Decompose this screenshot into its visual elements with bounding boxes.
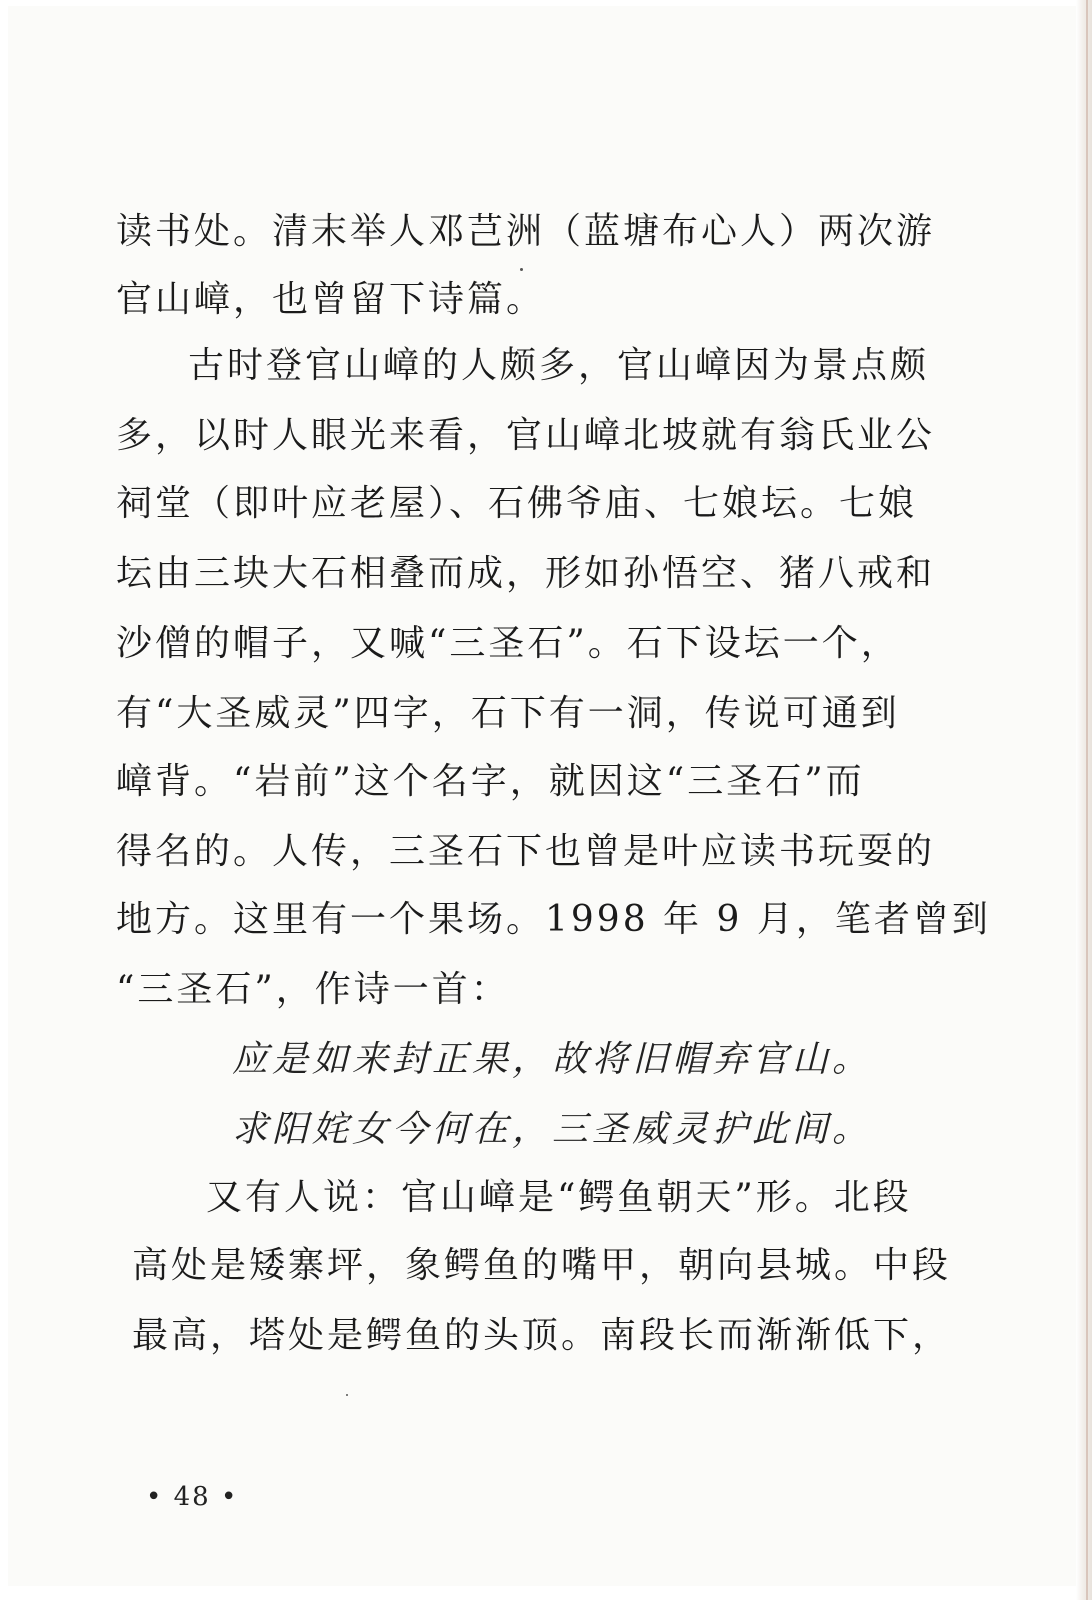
document-page (8, 6, 1076, 1586)
poem-line-1: 应是如来封正果，故将旧帽弃官山。 (232, 1039, 873, 1080)
page-edge-line (1086, 0, 1088, 1600)
page-number: • 48 • (146, 1482, 239, 1512)
paragraph-2-line-2: 多，以时人眼光来看，官山嶂北坡就有翁氏业公 (116, 415, 936, 456)
paragraph-2-line-7: 嶂背。“岩前”这个名字，就因这“三圣石”而 (116, 761, 865, 802)
paragraph-2-line-5: 沙僧的帽子，又喊“三圣石”。石下设坛一个， (116, 623, 900, 664)
page-right-edge (1076, 0, 1092, 1600)
paragraph-2-line-9: 地方。这里有一个果场。1998 年 9 月，笔者曾到 (116, 899, 991, 940)
paragraph-2-line-3: 祠堂（即叶应老屋）、石佛爷庙、七娘坛。七娘 (116, 483, 918, 524)
paragraph-3-line-3: 最高，塔处是鳄鱼的头顶。南段长而渐渐低下， (132, 1315, 952, 1356)
paragraph-2-line-10: “三圣石”，作诗一首： (116, 969, 510, 1010)
poem-line-2: 求阳姹女今何在，三圣威灵护此间。 (232, 1109, 873, 1150)
paragraph-2-line-4: 坛由三块大石相叠而成，形如孙悟空、猪八戒和 (116, 553, 936, 594)
paragraph-2-line-8: 得名的。人传，三圣石下也曾是叶应读书玩耍的 (116, 831, 936, 872)
scan-speck (346, 1394, 348, 1396)
text-line-2: 官山嶂，也曾留下诗篇。 (116, 279, 546, 320)
paragraph-2-line-6: 有“大圣威灵”四字，石下有一洞，传说可通到 (116, 693, 900, 734)
paragraph-3-line-1: 又有人说：官山嶂是“鳄鱼朝天”形。北段 (206, 1177, 912, 1218)
paragraph-2-line-1: 古时登官山嶂的人颇多，官山嶂因为景点颇 (188, 345, 930, 386)
paragraph-3-line-2: 高处是矮寨坪，象鳄鱼的嘴甲，朝向县城。中段 (132, 1245, 952, 1286)
text-line-1: 读书处。清末举人邓芑洲（蓝塘布心人）两次游 (116, 211, 936, 252)
scan-speck (520, 268, 523, 271)
